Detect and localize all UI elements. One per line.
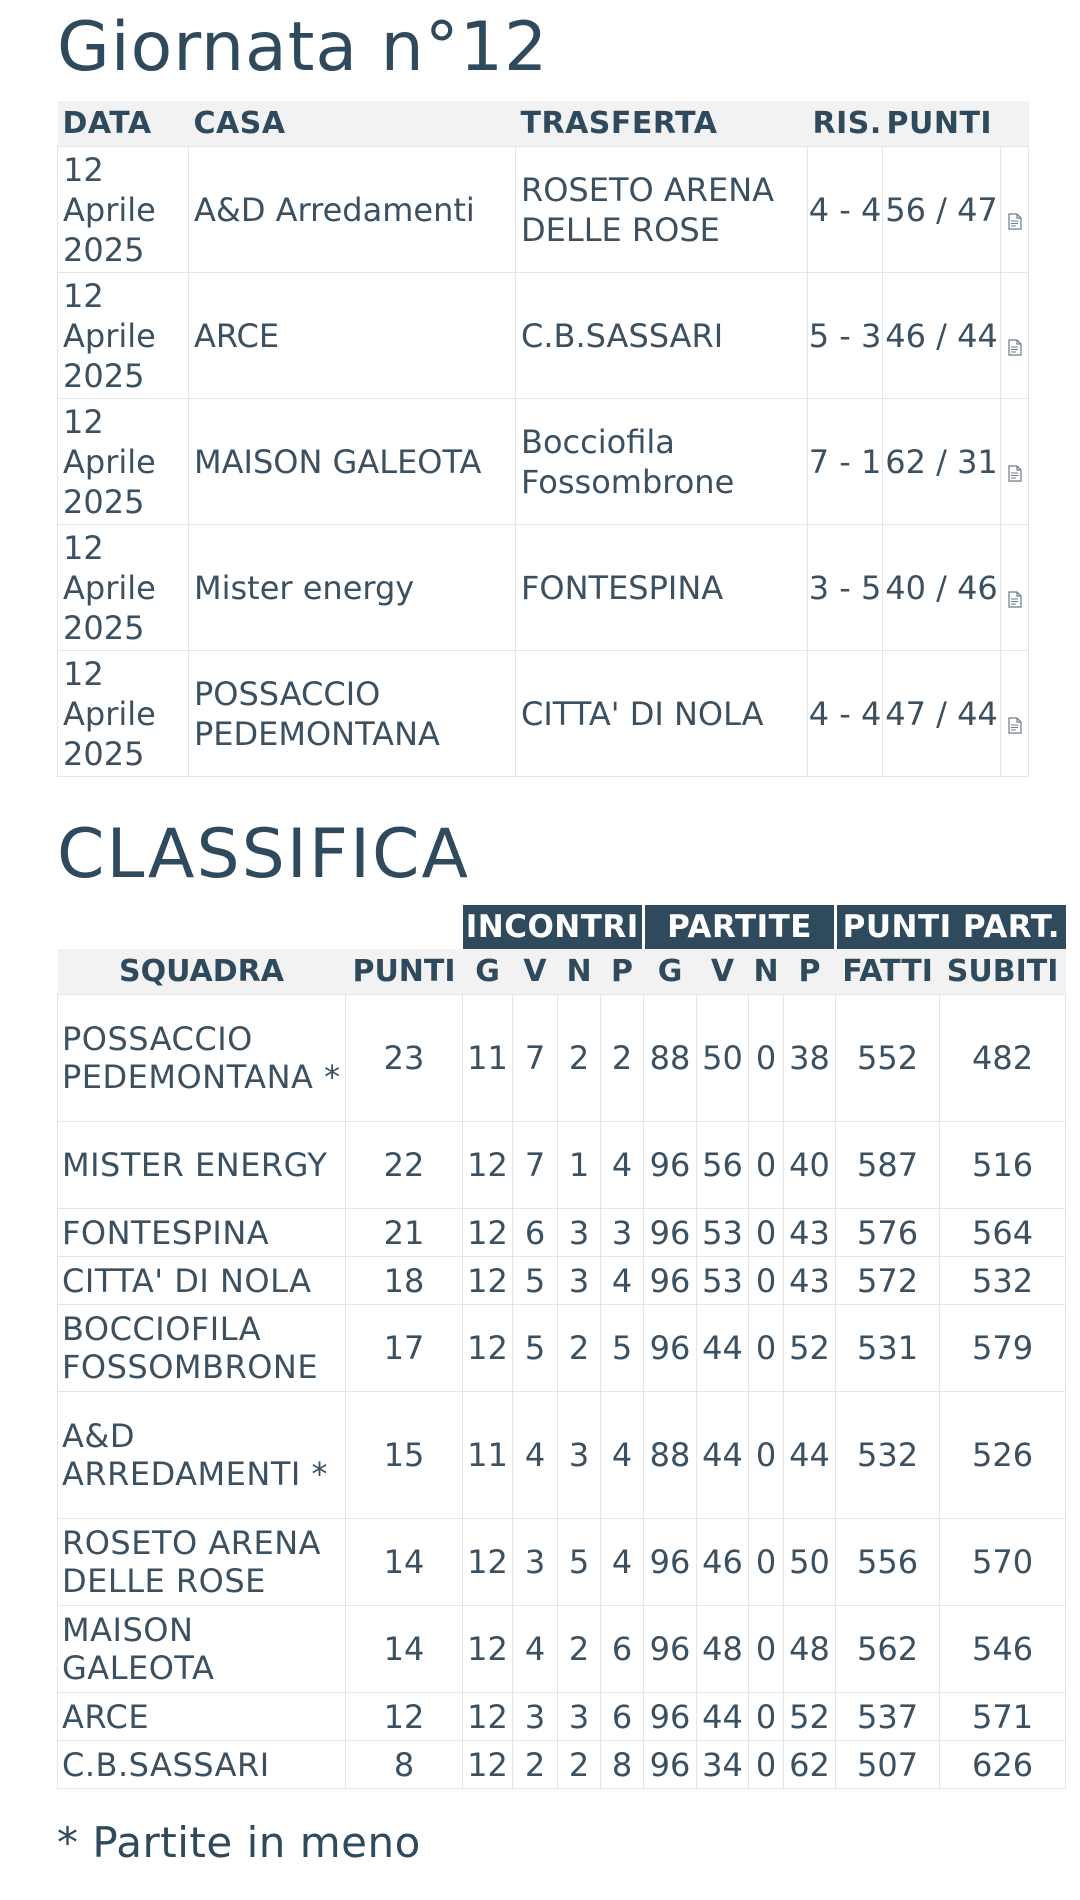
- match-report-cell[interactable]: [1001, 525, 1029, 651]
- standing-partite-p: 40: [784, 1122, 836, 1209]
- header-punti: PUNTI: [883, 101, 1001, 147]
- standing-partite-v: 44: [697, 1305, 749, 1392]
- standing-fatti: 576: [836, 1209, 940, 1257]
- standing-team: CITTA' DI NOLA: [58, 1257, 346, 1305]
- standing-partite-n: 0: [749, 1519, 784, 1606]
- standing-incontri-v: 3: [513, 1519, 558, 1606]
- standing-partite-v: 53: [697, 1209, 749, 1257]
- standing-row: [58, 1741, 1066, 1789]
- match-points: 62 / 31: [883, 399, 1001, 525]
- standing-team: ROSETO ARENA DELLE ROSE: [58, 1519, 346, 1606]
- standing-incontri-g: 12: [463, 1122, 513, 1209]
- standing-punti: 14: [346, 1519, 463, 1606]
- standing-partite-n: 0: [749, 1257, 784, 1305]
- match-date: 12 Aprile 2025: [58, 273, 189, 399]
- standing-subiti: 516: [940, 1122, 1066, 1209]
- standing-incontri-p: 3: [601, 1209, 644, 1257]
- match-result: 4 - 4: [808, 147, 883, 273]
- match-row: [58, 147, 1029, 273]
- match-home-team: Mister energy: [189, 525, 516, 651]
- standing-incontri-n: 3: [558, 1392, 601, 1519]
- match-points: 40 / 46: [883, 525, 1001, 651]
- standing-row: [58, 1305, 1066, 1392]
- standing-partite-n: 0: [749, 1606, 784, 1693]
- standing-partite-p: 52: [784, 1693, 836, 1741]
- standing-fatti: 532: [836, 1392, 940, 1519]
- standing-partite-p: 43: [784, 1209, 836, 1257]
- standing-incontri-g: 12: [463, 1693, 513, 1741]
- standing-incontri-v: 7: [513, 995, 558, 1122]
- standing-subiti: 532: [940, 1257, 1066, 1305]
- standing-partite-g: 96: [644, 1741, 697, 1789]
- standing-punti: 8: [346, 1741, 463, 1789]
- standing-fatti: 531: [836, 1305, 940, 1392]
- standing-team: BOCCIOFILA FOSSOMBRONE: [58, 1305, 346, 1392]
- standing-punti: 23: [346, 995, 463, 1122]
- standing-partite-g: 96: [644, 1693, 697, 1741]
- standing-fatti: 587: [836, 1122, 940, 1209]
- header-incontri-n: N: [558, 949, 601, 995]
- standing-punti: 15: [346, 1392, 463, 1519]
- standing-partite-p: 48: [784, 1606, 836, 1693]
- header-fatti: FATTI: [836, 949, 940, 995]
- standing-row: [58, 1693, 1066, 1741]
- group-empty: [58, 905, 463, 949]
- matches-header-row: [58, 101, 1029, 147]
- match-date: 12 Aprile 2025: [58, 147, 189, 273]
- standing-incontri-n: 1: [558, 1122, 601, 1209]
- document-icon[interactable]: [1008, 455, 1022, 472]
- document-icon[interactable]: [1008, 581, 1022, 598]
- standing-partite-g: 96: [644, 1122, 697, 1209]
- standing-partite-v: 56: [697, 1122, 749, 1209]
- standing-incontri-p: 6: [601, 1606, 644, 1693]
- match-date: 12 Aprile 2025: [58, 525, 189, 651]
- standing-partite-g: 96: [644, 1305, 697, 1392]
- match-result: 7 - 1: [808, 399, 883, 525]
- standing-punti: 14: [346, 1606, 463, 1693]
- standing-incontri-p: 6: [601, 1693, 644, 1741]
- header-subiti: SUBITI: [940, 949, 1066, 995]
- standing-incontri-n: 5: [558, 1519, 601, 1606]
- standing-subiti: 570: [940, 1519, 1066, 1606]
- group-punti-part: PUNTI PART.: [836, 905, 1066, 949]
- standing-incontri-n: 3: [558, 1209, 601, 1257]
- standing-incontri-p: 4: [601, 1257, 644, 1305]
- match-away-team: ROSETO ARENA DELLE ROSE: [516, 147, 808, 273]
- standing-subiti: 526: [940, 1392, 1066, 1519]
- match-points: 46 / 44: [883, 273, 1001, 399]
- standing-partite-p: 62: [784, 1741, 836, 1789]
- standing-team: ARCE: [58, 1693, 346, 1741]
- standing-row: [58, 995, 1066, 1122]
- standing-partite-n: 0: [749, 1693, 784, 1741]
- standing-incontri-p: 4: [601, 1122, 644, 1209]
- header-doc: [1001, 101, 1029, 147]
- standing-partite-p: 44: [784, 1392, 836, 1519]
- match-away-team: CITTA' DI NOLA: [516, 651, 808, 777]
- standing-incontri-p: 4: [601, 1392, 644, 1519]
- standing-fatti: 562: [836, 1606, 940, 1693]
- standing-incontri-g: 12: [463, 1209, 513, 1257]
- standing-fatti: 556: [836, 1519, 940, 1606]
- header-data: DATA: [58, 101, 189, 147]
- group-incontri: INCONTRI: [463, 905, 644, 949]
- document-icon[interactable]: [1008, 329, 1022, 346]
- standing-partite-g: 88: [644, 995, 697, 1122]
- standing-incontri-v: 6: [513, 1209, 558, 1257]
- header-punti: PUNTI: [346, 949, 463, 995]
- match-date: 12 Aprile 2025: [58, 651, 189, 777]
- standing-fatti: 572: [836, 1257, 940, 1305]
- standing-incontri-v: 5: [513, 1305, 558, 1392]
- standing-partite-g: 96: [644, 1209, 697, 1257]
- match-row: [58, 273, 1029, 399]
- match-result: 3 - 5: [808, 525, 883, 651]
- match-points: 47 / 44: [883, 651, 1001, 777]
- match-away-team: Bocciofila Fossombrone: [516, 399, 808, 525]
- standing-team: A&D ARREDAMENTI *: [58, 1392, 346, 1519]
- match-result: 5 - 3: [808, 273, 883, 399]
- match-date: 12 Aprile 2025: [58, 399, 189, 525]
- standing-incontri-n: 3: [558, 1693, 601, 1741]
- standing-row: [58, 1392, 1066, 1519]
- header-squadra: SQUADRA: [58, 949, 346, 995]
- standing-incontri-v: 4: [513, 1392, 558, 1519]
- standing-partite-v: 44: [697, 1392, 749, 1519]
- standing-partite-n: 0: [749, 995, 784, 1122]
- match-points: 56 / 47: [883, 147, 1001, 273]
- match-report-cell[interactable]: [1001, 273, 1029, 399]
- standing-subiti: 579: [940, 1305, 1066, 1392]
- standing-incontri-n: 3: [558, 1257, 601, 1305]
- standing-incontri-v: 4: [513, 1606, 558, 1693]
- standing-incontri-p: 4: [601, 1519, 644, 1606]
- match-away-team: C.B.SASSARI: [516, 273, 808, 399]
- standing-team: MAISON GALEOTA: [58, 1606, 346, 1693]
- standing-team: FONTESPINA: [58, 1209, 346, 1257]
- match-row: [58, 651, 1029, 777]
- standing-subiti: 571: [940, 1693, 1066, 1741]
- standing-partite-v: 34: [697, 1741, 749, 1789]
- header-ris: RIS.: [808, 101, 883, 147]
- standing-partite-n: 0: [749, 1122, 784, 1209]
- header-incontri-g: G: [463, 949, 513, 995]
- match-result: 4 - 4: [808, 651, 883, 777]
- standing-incontri-v: 3: [513, 1693, 558, 1741]
- standing-team: C.B.SASSARI: [58, 1741, 346, 1789]
- header-trasferta: TRASFERTA: [516, 101, 808, 147]
- standing-incontri-g: 12: [463, 1519, 513, 1606]
- standing-partite-v: 44: [697, 1693, 749, 1741]
- standing-partite-n: 0: [749, 1741, 784, 1789]
- match-home-team: ARCE: [189, 273, 516, 399]
- standing-partite-v: 46: [697, 1519, 749, 1606]
- standing-partite-p: 50: [784, 1519, 836, 1606]
- standing-incontri-p: 8: [601, 1741, 644, 1789]
- group-partite: PARTITE: [644, 905, 836, 949]
- header-incontri-v: V: [513, 949, 558, 995]
- standing-incontri-v: 2: [513, 1741, 558, 1789]
- standing-incontri-g: 12: [463, 1257, 513, 1305]
- standing-incontri-n: 2: [558, 1606, 601, 1693]
- header-partite-n: N: [749, 949, 784, 995]
- standing-incontri-n: 2: [558, 995, 601, 1122]
- standing-partite-p: 43: [784, 1257, 836, 1305]
- match-home-team: MAISON GALEOTA: [189, 399, 516, 525]
- standing-partite-g: 96: [644, 1257, 697, 1305]
- standing-partite-g: 96: [644, 1519, 697, 1606]
- standing-row: [58, 1257, 1066, 1305]
- standing-subiti: 626: [940, 1741, 1066, 1789]
- header-casa: CASA: [189, 101, 516, 147]
- standing-incontri-v: 7: [513, 1122, 558, 1209]
- standings-header-row: [58, 949, 1066, 995]
- match-report-cell[interactable]: [1001, 147, 1029, 273]
- standing-punti: 12: [346, 1693, 463, 1741]
- standing-incontri-g: 11: [463, 995, 513, 1122]
- standing-incontri-p: 2: [601, 995, 644, 1122]
- standing-team: POSSACCIO PEDEMONTANA *: [58, 995, 346, 1122]
- match-away-team: FONTESPINA: [516, 525, 808, 651]
- standings-title: CLASSIFICA: [57, 815, 470, 894]
- standing-partite-v: 48: [697, 1606, 749, 1693]
- header-partite-g: G: [644, 949, 697, 995]
- standing-incontri-g: 12: [463, 1305, 513, 1392]
- header-partite-v: V: [697, 949, 749, 995]
- header-partite-p: P: [784, 949, 836, 995]
- match-row: [58, 525, 1029, 651]
- document-icon[interactable]: [1008, 203, 1022, 220]
- match-row: [58, 399, 1029, 525]
- standing-fatti: 537: [836, 1693, 940, 1741]
- footnote: * Partite in meno: [57, 1818, 421, 1867]
- standing-partite-g: 88: [644, 1392, 697, 1519]
- standing-partite-p: 52: [784, 1305, 836, 1392]
- standing-team: MISTER ENERGY: [58, 1122, 346, 1209]
- standing-fatti: 507: [836, 1741, 940, 1789]
- standing-punti: 18: [346, 1257, 463, 1305]
- standing-punti: 21: [346, 1209, 463, 1257]
- match-home-team: POSSACCIO PEDEMONTANA: [189, 651, 516, 777]
- match-report-cell[interactable]: [1001, 399, 1029, 525]
- standing-row: [58, 1519, 1066, 1606]
- standing-fatti: 552: [836, 995, 940, 1122]
- standing-punti: 17: [346, 1305, 463, 1392]
- standing-incontri-g: 11: [463, 1392, 513, 1519]
- standing-incontri-g: 12: [463, 1606, 513, 1693]
- standing-incontri-v: 5: [513, 1257, 558, 1305]
- standing-subiti: 482: [940, 995, 1066, 1122]
- document-icon[interactable]: [1008, 707, 1022, 724]
- standing-partite-n: 0: [749, 1305, 784, 1392]
- standing-partite-v: 53: [697, 1257, 749, 1305]
- standing-incontri-n: 2: [558, 1741, 601, 1789]
- standing-incontri-g: 12: [463, 1741, 513, 1789]
- page-title: Giornata n°12: [57, 8, 549, 87]
- match-home-team: A&D Arredamenti: [189, 147, 516, 273]
- standing-partite-p: 38: [784, 995, 836, 1122]
- standing-row: [58, 1209, 1066, 1257]
- standings-group-row: [58, 905, 1066, 949]
- standing-partite-v: 50: [697, 995, 749, 1122]
- standing-partite-n: 0: [749, 1392, 784, 1519]
- standing-incontri-p: 5: [601, 1305, 644, 1392]
- match-report-cell[interactable]: [1001, 651, 1029, 777]
- standing-partite-g: 96: [644, 1606, 697, 1693]
- matches-table: [57, 101, 1029, 777]
- standing-punti: 22: [346, 1122, 463, 1209]
- standings-table: [57, 905, 1066, 1789]
- standing-incontri-n: 2: [558, 1305, 601, 1392]
- standing-partite-n: 0: [749, 1209, 784, 1257]
- standing-row: [58, 1606, 1066, 1693]
- standing-subiti: 546: [940, 1606, 1066, 1693]
- standing-subiti: 564: [940, 1209, 1066, 1257]
- standing-row: [58, 1122, 1066, 1209]
- header-incontri-p: P: [601, 949, 644, 995]
